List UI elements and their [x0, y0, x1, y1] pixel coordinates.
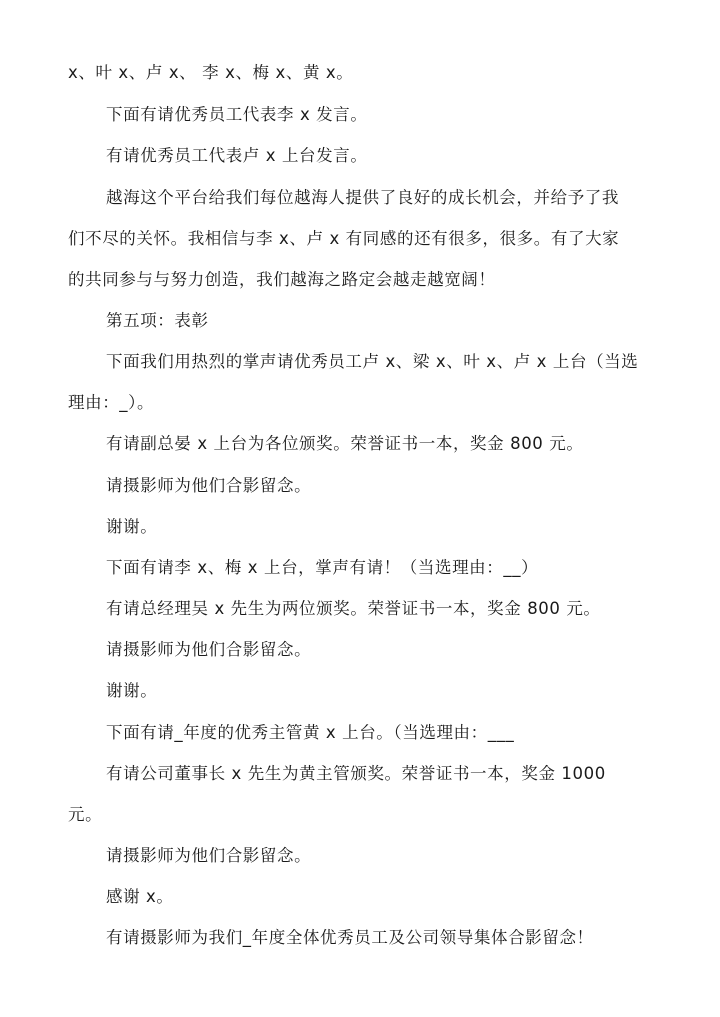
- text-line: 下面有请李 x、梅 x 上台，掌声有请！（当选理由：__）: [106, 558, 539, 577]
- text-line: 有请摄影师为我们_年度全体优秀员工及公司领导集体合影留念！: [106, 928, 594, 947]
- text-line: 的共同参与与努力创造，我们越海之路定会越走越宽阔！: [68, 270, 496, 289]
- text-line: 请摄影师为他们合影留念。: [106, 640, 312, 659]
- text-line: x、叶 x、卢 x、 李 x、梅 x、黄 x。: [68, 63, 354, 82]
- text-line: 们不尽的关怀。我相信与李 x、卢 x 有同感的还有很多，很多。有了大家: [68, 229, 620, 248]
- text-line: 越海这个平台给我们每位越海人提供了良好的成长机会，并给予了我: [106, 188, 619, 207]
- text-line: 元。: [68, 805, 103, 824]
- text-line: 谢谢。: [106, 681, 158, 700]
- text-line: 下面有请优秀员工代表李 x 发言。: [106, 105, 368, 124]
- text-line: 有请优秀员工代表卢 x 上台发言。: [106, 146, 368, 165]
- section-heading: 第五项：表彰: [106, 311, 209, 330]
- text-line: 请摄影师为他们合影留念。: [106, 846, 312, 865]
- text-line: 请摄影师为他们合影留念。: [106, 476, 312, 495]
- text-line: 下面我们用热烈的掌声请优秀员工卢 x、梁 x、叶 x、卢 x 上台（当选: [106, 352, 639, 371]
- text-line: 下面有请_年度的优秀主管黄 x 上台。（当选理由：___: [106, 723, 515, 742]
- text-line: 理由：_）。: [68, 393, 155, 412]
- text-line: 感谢 x。: [106, 887, 174, 906]
- text-line: 有请公司董事长 x 先生为黄主管颁奖。荣誉证书一本，奖金 1000: [106, 764, 606, 783]
- text-line: 谢谢。: [106, 517, 158, 536]
- text-line: 有请总经理吴 x 先生为两位颁奖。荣誉证书一本，奖金 800 元。: [106, 599, 601, 618]
- text-line: 有请副总晏 x 上台为各位颁奖。荣誉证书一本，奖金 800 元。: [106, 434, 584, 453]
